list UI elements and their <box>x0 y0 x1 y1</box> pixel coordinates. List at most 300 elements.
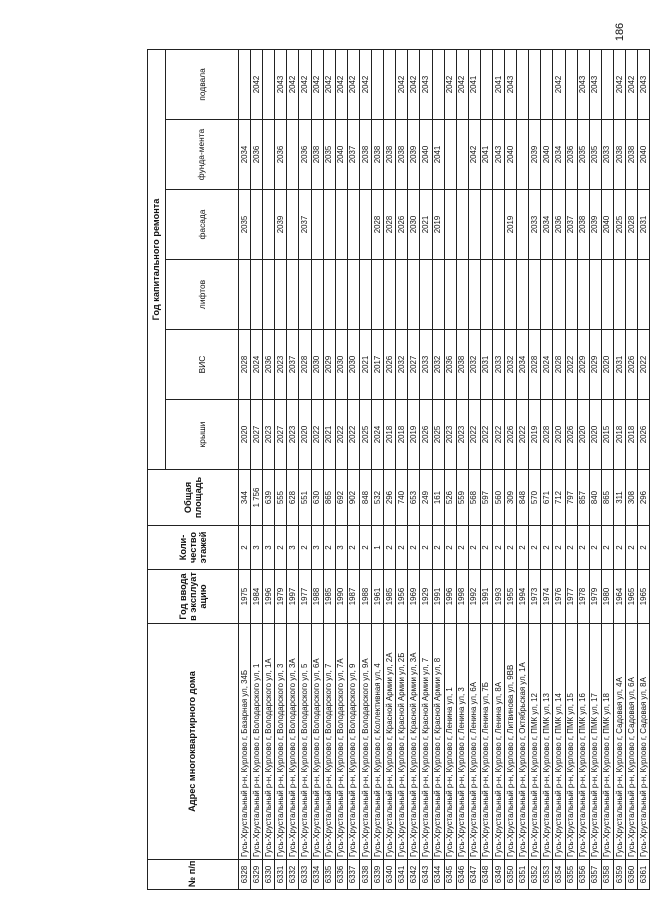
cell-lift <box>251 260 263 330</box>
cell-address: Гусь-Хрустальный р-н, Курлово г, Володарского ул, 1А <box>263 624 275 860</box>
cell-area: 1 756 <box>251 470 263 526</box>
cell-address: Гусь-Хрустальный р-н, Курлово г, Володарского ул, 7 <box>323 624 335 860</box>
cell-num: 6346 <box>456 860 468 890</box>
repair-schedule-table <box>147 49 650 890</box>
cell-lift <box>396 260 408 330</box>
cell-floors: 3 <box>251 526 263 570</box>
cell-address: Гусь-Хрустальный р-н, Курлово г, Коллективная ул, 4 <box>372 624 384 860</box>
cell-lift <box>239 260 251 330</box>
cell-floors: 3 <box>263 526 275 570</box>
cell-num: 6359 <box>613 860 625 890</box>
cell-basement <box>432 49 444 119</box>
cell-address: Гусь-Хрустальный р-н, Курлово г, Базарная ул, 34Б <box>239 624 251 860</box>
cell-lift <box>601 260 613 330</box>
cell-foundation: 2035 <box>323 120 335 190</box>
cell-foundation: 2033 <box>601 120 613 190</box>
cell-lift <box>492 260 504 330</box>
table-row <box>529 49 541 889</box>
table-row <box>251 49 263 889</box>
cell-floors: 2 <box>468 526 480 570</box>
table-row <box>565 49 577 889</box>
cell-year: 1978 <box>577 570 589 624</box>
cell-year: 1969 <box>408 570 420 624</box>
table-row <box>287 49 299 889</box>
cell-roof: 2028 <box>541 400 553 470</box>
cell-lift <box>553 260 565 330</box>
cell-facade: 2028 <box>372 190 384 260</box>
cell-foundation: 2040 <box>335 120 347 190</box>
cell-floors: 2 <box>577 526 589 570</box>
cell-year: 1997 <box>287 570 299 624</box>
cell-basement: 2041 <box>492 49 504 119</box>
cell-floors: 2 <box>541 526 553 570</box>
cell-vis: 2029 <box>323 330 335 400</box>
cell-vis: 2030 <box>347 330 359 400</box>
cell-area: 296 <box>384 470 396 526</box>
cell-floors: 3 <box>311 526 323 570</box>
cell-year: 1976 <box>553 570 565 624</box>
cell-vis: 2028 <box>529 330 541 400</box>
cell-address: Гусь-Хрустальный р-н, Курлово г, Ленина ул, 8А <box>492 624 504 860</box>
cell-basement: 2042 <box>396 49 408 119</box>
cell-num: 6336 <box>335 860 347 890</box>
cell-year: 1998 <box>456 570 468 624</box>
cell-lift <box>299 260 311 330</box>
cell-basement: 2041 <box>468 49 480 119</box>
cell-area: 551 <box>299 470 311 526</box>
cell-area: 857 <box>577 470 589 526</box>
cell-address: Гусь-Хрустальный р-н, Курлово г, Володарского ул, 3А <box>287 624 299 860</box>
cell-facade: 2019 <box>505 190 517 260</box>
cell-lift <box>480 260 492 330</box>
table-row <box>299 49 311 889</box>
header-repair-group: Год капитального ремонта <box>148 49 166 469</box>
cell-num: 6330 <box>263 860 275 890</box>
table-row <box>553 49 565 889</box>
cell-address: Гусь-Хрустальный р-н, Курлово г, Красной Армии ул, 8 <box>432 624 444 860</box>
cell-num: 6350 <box>505 860 517 890</box>
cell-vis: 2024 <box>251 330 263 400</box>
cell-address: Гусь-Хрустальный р-н, Курлово г, Володарского ул, 5 <box>299 624 311 860</box>
cell-num: 6335 <box>323 860 335 890</box>
cell-lift <box>323 260 335 330</box>
cell-facade: 2030 <box>408 190 420 260</box>
cell-roof: 2022 <box>347 400 359 470</box>
cell-floors: 2 <box>480 526 492 570</box>
cell-year: 1965 <box>626 570 638 624</box>
cell-year: 1994 <box>517 570 529 624</box>
cell-num: 6331 <box>275 860 287 890</box>
cell-num: 6354 <box>553 860 565 890</box>
cell-roof: 2022 <box>480 400 492 470</box>
cell-year: 1991 <box>480 570 492 624</box>
header-address: Адрес многоквартирного дома <box>148 624 239 860</box>
table-row <box>323 49 335 889</box>
cell-address: Гусь-Хрустальный р-н, Курлово г, ПМК ул, 18 <box>601 624 613 860</box>
cell-lift <box>420 260 432 330</box>
cell-lift <box>638 260 650 330</box>
cell-address: Гусь-Хрустальный р-н, Курлово г, Ленина ул, 6А <box>468 624 480 860</box>
cell-vis: 2022 <box>638 330 650 400</box>
cell-area: 560 <box>492 470 504 526</box>
cell-num: 6337 <box>347 860 359 890</box>
cell-area: 865 <box>601 470 613 526</box>
header-basement: подвала <box>166 49 239 119</box>
table-row <box>311 49 323 889</box>
cell-year: 1929 <box>420 570 432 624</box>
cell-year: 1985 <box>323 570 335 624</box>
cell-facade: 2039 <box>275 190 287 260</box>
cell-address: Гусь-Хрустальный р-н, Курлово г, ПМК ул, 16 <box>577 624 589 860</box>
cell-area: 740 <box>396 470 408 526</box>
cell-foundation: 2040 <box>420 120 432 190</box>
cell-address: Гусь-Хрустальный р-н, Курлово г, Ленина ул, 7Б <box>480 624 492 860</box>
cell-num: 6361 <box>638 860 650 890</box>
cell-area: 532 <box>372 470 384 526</box>
cell-foundation: 2038 <box>384 120 396 190</box>
cell-floors: 2 <box>384 526 396 570</box>
cell-facade <box>359 190 371 260</box>
cell-floors: 2 <box>626 526 638 570</box>
header-foundation: фунда-мента <box>166 120 239 190</box>
cell-vis: 2037 <box>287 330 299 400</box>
cell-basement: 2042 <box>251 49 263 119</box>
cell-area: 296 <box>638 470 650 526</box>
table-row <box>589 49 601 889</box>
cell-basement <box>565 49 577 119</box>
cell-floors: 2 <box>347 526 359 570</box>
cell-vis: 2031 <box>613 330 625 400</box>
cell-facade <box>517 190 529 260</box>
cell-address: Гусь-Хрустальный р-н, Курлово г, Садовая ул, 6А <box>626 624 638 860</box>
cell-foundation: 2034 <box>239 120 251 190</box>
cell-num: 6353 <box>541 860 553 890</box>
cell-floors: 2 <box>589 526 601 570</box>
header-lift: лифтов <box>166 260 239 330</box>
cell-lift <box>565 260 577 330</box>
cell-area: 653 <box>408 470 420 526</box>
cell-basement: 2043 <box>589 49 601 119</box>
cell-vis: 2020 <box>601 330 613 400</box>
cell-address: Гусь-Хрустальный р-н, Курлово г, Володарского ул, 3 <box>275 624 287 860</box>
cell-foundation: 2036 <box>275 120 287 190</box>
cell-roof: 2026 <box>638 400 650 470</box>
cell-vis: 2036 <box>263 330 275 400</box>
cell-vis: 2017 <box>372 330 384 400</box>
cell-num: 6344 <box>432 860 444 890</box>
cell-address: Гусь-Хрустальный р-н, Курлово г, Володарского ул, 1 <box>251 624 263 860</box>
header-floors: Коли-чество этажей <box>148 526 239 570</box>
rotated-table-area <box>147 50 648 890</box>
header-roof: крыши <box>166 400 239 470</box>
cell-foundation <box>263 120 275 190</box>
cell-num: 6358 <box>601 860 613 890</box>
cell-basement: 2042 <box>444 49 456 119</box>
cell-foundation: 2037 <box>347 120 359 190</box>
cell-floors: 2 <box>444 526 456 570</box>
cell-vis: 2027 <box>408 330 420 400</box>
cell-vis: 2029 <box>589 330 601 400</box>
cell-basement: 2042 <box>323 49 335 119</box>
cell-roof: 2025 <box>359 400 371 470</box>
cell-facade: 2039 <box>589 190 601 260</box>
cell-basement: 2042 <box>311 49 323 119</box>
cell-address: Гусь-Хрустальный р-н, Курлово г, ПМК ул, 14 <box>553 624 565 860</box>
table-row <box>420 49 432 889</box>
cell-basement <box>517 49 529 119</box>
cell-num: 6360 <box>626 860 638 890</box>
table-row <box>626 49 638 889</box>
cell-basement: 2042 <box>359 49 371 119</box>
cell-floors: 2 <box>456 526 468 570</box>
cell-floors: 2 <box>517 526 529 570</box>
page-number: 186 <box>614 22 626 42</box>
cell-basement: 2042 <box>613 49 625 119</box>
cell-lift <box>505 260 517 330</box>
cell-area: 848 <box>517 470 529 526</box>
cell-year: 1996 <box>263 570 275 624</box>
cell-roof: 2018 <box>626 400 638 470</box>
cell-floors: 2 <box>408 526 420 570</box>
cell-foundation: 2039 <box>408 120 420 190</box>
cell-year: 1977 <box>565 570 577 624</box>
cell-year: 1955 <box>505 570 517 624</box>
cell-facade: 2028 <box>626 190 638 260</box>
table-row <box>517 49 529 889</box>
cell-roof: 2018 <box>396 400 408 470</box>
cell-roof: 2020 <box>589 400 601 470</box>
cell-foundation <box>517 120 529 190</box>
cell-vis: 2023 <box>275 330 287 400</box>
cell-num: 6342 <box>408 860 420 890</box>
cell-num: 6355 <box>565 860 577 890</box>
cell-address: Гусь-Хрустальный р-н, Курлово г, Красной Армии ул, 3А <box>408 624 420 860</box>
cell-facade: 2021 <box>420 190 432 260</box>
cell-address: Гусь-Хрустальный р-н, Курлово г, Красной Армии ул, 2Б <box>396 624 408 860</box>
table-row <box>263 49 275 889</box>
cell-lift <box>384 260 396 330</box>
cell-basement <box>480 49 492 119</box>
cell-basement <box>372 49 384 119</box>
cell-foundation: 2039 <box>529 120 541 190</box>
cell-roof: 2022 <box>517 400 529 470</box>
cell-foundation: 2038 <box>626 120 638 190</box>
cell-address: Гусь-Хрустальный р-н, Курлово г, Ленина ул, 3 <box>456 624 468 860</box>
cell-foundation: 2036 <box>565 120 577 190</box>
cell-year: 1964 <box>613 570 625 624</box>
cell-foundation: 2043 <box>492 120 504 190</box>
cell-num: 6357 <box>589 860 601 890</box>
cell-roof: 2022 <box>335 400 347 470</box>
cell-roof: 2020 <box>577 400 589 470</box>
cell-foundation: 2041 <box>432 120 444 190</box>
table-row <box>408 49 420 889</box>
cell-vis: 2028 <box>299 330 311 400</box>
cell-basement: 2042 <box>553 49 565 119</box>
cell-vis: 2034 <box>517 330 529 400</box>
cell-lift <box>275 260 287 330</box>
cell-roof: 2018 <box>613 400 625 470</box>
table-row <box>577 49 589 889</box>
cell-floors: 2 <box>529 526 541 570</box>
cell-vis: 2032 <box>396 330 408 400</box>
cell-area: 630 <box>311 470 323 526</box>
cell-area: 309 <box>505 470 517 526</box>
cell-num: 6333 <box>299 860 311 890</box>
cell-vis: 2032 <box>432 330 444 400</box>
table-row <box>372 49 384 889</box>
cell-roof: 2022 <box>492 400 504 470</box>
cell-basement <box>239 49 251 119</box>
cell-basement: 2042 <box>456 49 468 119</box>
cell-foundation <box>287 120 299 190</box>
cell-floors: 2 <box>601 526 613 570</box>
cell-floors: 2 <box>432 526 444 570</box>
cell-address: Гусь-Хрустальный р-н, Курлово г, ПМК ул, 15 <box>565 624 577 860</box>
cell-facade: 2040 <box>601 190 613 260</box>
cell-floors: 2 <box>396 526 408 570</box>
cell-roof: 2025 <box>432 400 444 470</box>
cell-foundation: 2041 <box>480 120 492 190</box>
cell-address: Гусь-Хрустальный р-н, Курлово г, Садовая ул, 4А <box>613 624 625 860</box>
cell-foundation: 2038 <box>396 120 408 190</box>
cell-area: 555 <box>275 470 287 526</box>
cell-area: 526 <box>444 470 456 526</box>
cell-roof: 2023 <box>263 400 275 470</box>
cell-roof: 2022 <box>311 400 323 470</box>
cell-area: 597 <box>480 470 492 526</box>
cell-basement: 2042 <box>626 49 638 119</box>
header-vis: ВИС <box>166 330 239 400</box>
cell-facade: 2033 <box>529 190 541 260</box>
cell-roof: 2027 <box>251 400 263 470</box>
cell-num: 6338 <box>359 860 371 890</box>
cell-year: 1979 <box>275 570 287 624</box>
cell-roof: 2024 <box>372 400 384 470</box>
rotated-page <box>147 50 648 890</box>
cell-roof: 2023 <box>444 400 456 470</box>
table-row <box>480 49 492 889</box>
cell-area: 568 <box>468 470 480 526</box>
cell-vis: 2021 <box>359 330 371 400</box>
cell-vis: 2033 <box>420 330 432 400</box>
cell-address: Гусь-Хрустальный р-н, Курлово г, ПМК ул, 12 <box>529 624 541 860</box>
cell-year: 1973 <box>529 570 541 624</box>
cell-area: 797 <box>565 470 577 526</box>
cell-vis: 2033 <box>492 330 504 400</box>
table-body <box>239 49 650 889</box>
cell-roof: 2019 <box>529 400 541 470</box>
cell-vis: 2031 <box>480 330 492 400</box>
cell-vis: 2026 <box>384 330 396 400</box>
cell-year: 1987 <box>347 570 359 624</box>
header-year: Год ввода в эксплуат ацию <box>148 570 239 624</box>
cell-year: 1975 <box>239 570 251 624</box>
cell-area: 161 <box>432 470 444 526</box>
table-row <box>468 49 480 889</box>
table-row <box>601 49 613 889</box>
cell-facade: 2019 <box>432 190 444 260</box>
cell-address: Гусь-Хрустальный р-н, Курлово г, Красной Армии ул, 2А <box>384 624 396 860</box>
cell-foundation <box>456 120 468 190</box>
cell-area: 639 <box>263 470 275 526</box>
cell-basement: 2043 <box>577 49 589 119</box>
cell-roof: 2026 <box>505 400 517 470</box>
cell-lift <box>408 260 420 330</box>
cell-address: Гусь-Хрустальный р-н, Курлово г, Литвинова ул, 9ВВ <box>505 624 517 860</box>
cell-floors: 2 <box>239 526 251 570</box>
cell-facade <box>311 190 323 260</box>
cell-foundation: 2036 <box>299 120 311 190</box>
cell-year: 1991 <box>432 570 444 624</box>
cell-year: 1988 <box>359 570 371 624</box>
cell-floors: 1 <box>372 526 384 570</box>
cell-facade <box>468 190 480 260</box>
cell-basement: 2043 <box>420 49 432 119</box>
cell-facade <box>287 190 299 260</box>
header-num: № п/п <box>148 860 239 890</box>
cell-address: Гусь-Хрустальный р-н, Курлово г, Володарского ул, 9 <box>347 624 359 860</box>
cell-num: 6328 <box>239 860 251 890</box>
cell-lift <box>468 260 480 330</box>
table-row <box>396 49 408 889</box>
cell-roof: 2015 <box>601 400 613 470</box>
cell-address: Гусь-Хрустальный р-н, Курлово г, Ленина ул, 1 <box>444 624 456 860</box>
cell-roof: 2027 <box>275 400 287 470</box>
cell-floors: 2 <box>492 526 504 570</box>
cell-floors: 2 <box>565 526 577 570</box>
cell-facade <box>323 190 335 260</box>
cell-area: 692 <box>335 470 347 526</box>
cell-year: 1988 <box>311 570 323 624</box>
cell-vis: 2030 <box>335 330 347 400</box>
cell-facade: 2028 <box>384 190 396 260</box>
cell-lift <box>335 260 347 330</box>
cell-foundation: 2035 <box>577 120 589 190</box>
cell-address: Гусь-Хрустальный р-н, Курлово г, Володарского ул, 7А <box>335 624 347 860</box>
cell-facade <box>456 190 468 260</box>
cell-foundation: 2036 <box>251 120 263 190</box>
table-row <box>335 49 347 889</box>
cell-vis: 2022 <box>565 330 577 400</box>
cell-year: 1956 <box>396 570 408 624</box>
cell-num: 6347 <box>468 860 480 890</box>
cell-facade <box>263 190 275 260</box>
cell-num: 6343 <box>420 860 432 890</box>
cell-floors: 2 <box>275 526 287 570</box>
cell-lift <box>359 260 371 330</box>
cell-num: 6349 <box>492 860 504 890</box>
cell-foundation: 2042 <box>468 120 480 190</box>
cell-facade: 2037 <box>565 190 577 260</box>
cell-num: 6348 <box>480 860 492 890</box>
cell-lift <box>613 260 625 330</box>
cell-address: Гусь-Хрустальный р-н, Курлово г, ПМК ул, 17 <box>589 624 601 860</box>
cell-year: 1974 <box>541 570 553 624</box>
cell-facade <box>492 190 504 260</box>
cell-roof: 2021 <box>323 400 335 470</box>
cell-year: 1992 <box>468 570 480 624</box>
cell-num: 6352 <box>529 860 541 890</box>
cell-basement: 2043 <box>505 49 517 119</box>
cell-year: 1980 <box>601 570 613 624</box>
cell-facade: 2034 <box>541 190 553 260</box>
cell-floors: 2 <box>553 526 565 570</box>
header-facade: фасада <box>166 190 239 260</box>
cell-roof: 2023 <box>287 400 299 470</box>
table-row <box>239 49 251 889</box>
table-row <box>444 49 456 889</box>
